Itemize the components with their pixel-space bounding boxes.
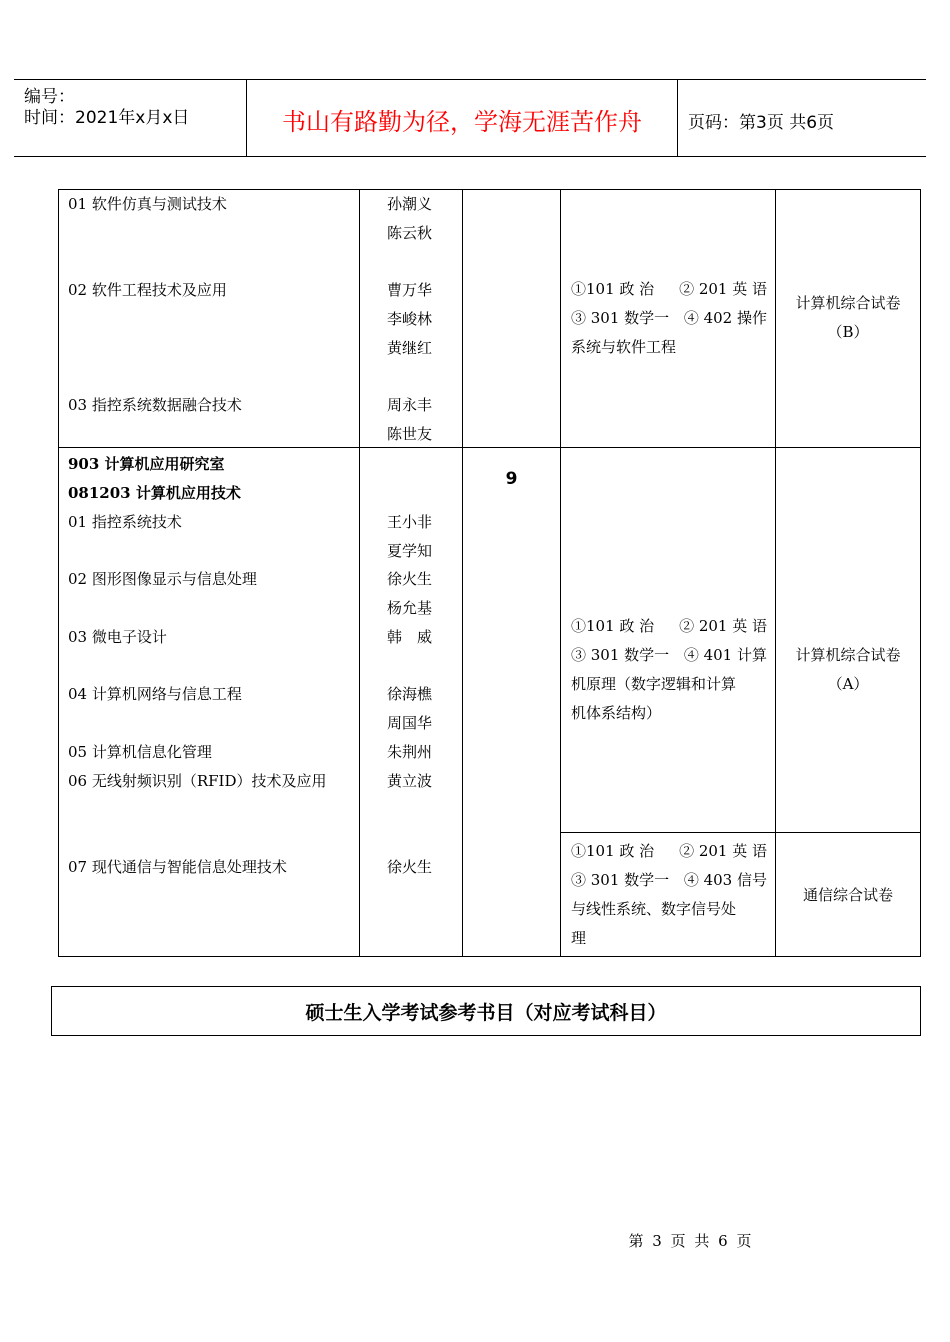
number-label: 编号： (24, 87, 75, 107)
col-divider-2 (462, 189, 463, 956)
header-divider-right (677, 80, 678, 156)
direction-item: 03 指控系统数据融合技术 (68, 396, 242, 414)
direction-item: 04 计算机网络与信息工程 (68, 685, 242, 703)
header-bottom-rule (14, 156, 926, 157)
col-divider-1 (359, 189, 360, 956)
col-divider-3 (560, 189, 561, 956)
row-divider-2 (560, 832, 920, 833)
direction-item: 03 微电子设计 (68, 628, 167, 646)
exam-subjects: ①101 政 治 ② 201 英 语 ③ 301 数学一 ④ 401 计算 机原理（数字逻辑和计算 机体系结构） (571, 617, 767, 722)
advisor-name: 韩 威 (387, 628, 433, 646)
exam-subjects: ①101 政 治 ② 201 英 语 ③ 301 数学一 ④ 402 操作 系统与软件工程 (571, 280, 767, 356)
advisor-name: 徐火生 (387, 570, 433, 588)
row-divider-1 (58, 447, 920, 448)
advisor-name: 陈世友 (387, 425, 433, 443)
major-name: 081203 计算机应用技术 (68, 484, 241, 502)
direction-item: 01 软件仿真与测试技术 (68, 195, 227, 213)
retest-subject: 通信综合试卷 (802, 886, 893, 904)
advisor-name: 黄继红 (387, 339, 433, 357)
exam-subjects: ①101 政 治 ② 201 英 语 ③ 301 数学一 ④ 403 信号 与线性系统、数字信号处 理 (571, 842, 767, 947)
direction-item: 05 计算机信息化管理 (68, 743, 212, 761)
direction-item: 06 无线射频识别（RFID）技术及应用 (68, 772, 327, 790)
direction-item: 01 指控系统技术 (68, 513, 182, 531)
advisor-name: 周国华 (387, 714, 433, 732)
enrollment-count: 9 (505, 469, 518, 489)
direction-item: 02 图形图像显示与信息处理 (68, 570, 257, 588)
advisor-name: 杨允基 (387, 599, 433, 617)
advisor-name: 孙潮义 (387, 195, 433, 213)
advisor-name: 徐海樵 (387, 685, 433, 703)
advisor-name: 周永丰 (387, 396, 433, 414)
header-top-rule (14, 79, 926, 80)
advisor-name: 朱荆州 (387, 743, 433, 761)
page-footer: 第 3 页 共 6 页 (628, 1232, 752, 1250)
page-label: 页码：第3页 共6页 (688, 113, 835, 133)
advisor-name: 黄立波 (387, 772, 433, 790)
direction-item: 07 现代通信与智能信息处理技术 (68, 858, 287, 876)
advisor-name: 徐火生 (387, 858, 433, 876)
retest-subject: 计算机综合试卷 （B） (795, 294, 901, 341)
direction-item: 02 软件工程技术及应用 (68, 281, 227, 299)
motto: 书山有路勤为径，学海无涯苦作舟 (282, 108, 642, 136)
date-label: 时间：2021年x月x日 (24, 108, 190, 128)
advisor-name: 王小非 (387, 513, 433, 531)
advisor-name: 夏学知 (387, 542, 433, 560)
advisor-name: 陈云秋 (387, 224, 433, 242)
advisor-name: 李峻林 (387, 310, 433, 328)
section-title: 硕士生入学考试参考书目（对应考试科目） (51, 986, 921, 1036)
retest-subject: 计算机综合试卷 （A） (795, 646, 901, 693)
department-name: 903 计算机应用研究室 (68, 455, 225, 473)
advisor-name: 曹万华 (387, 281, 433, 299)
